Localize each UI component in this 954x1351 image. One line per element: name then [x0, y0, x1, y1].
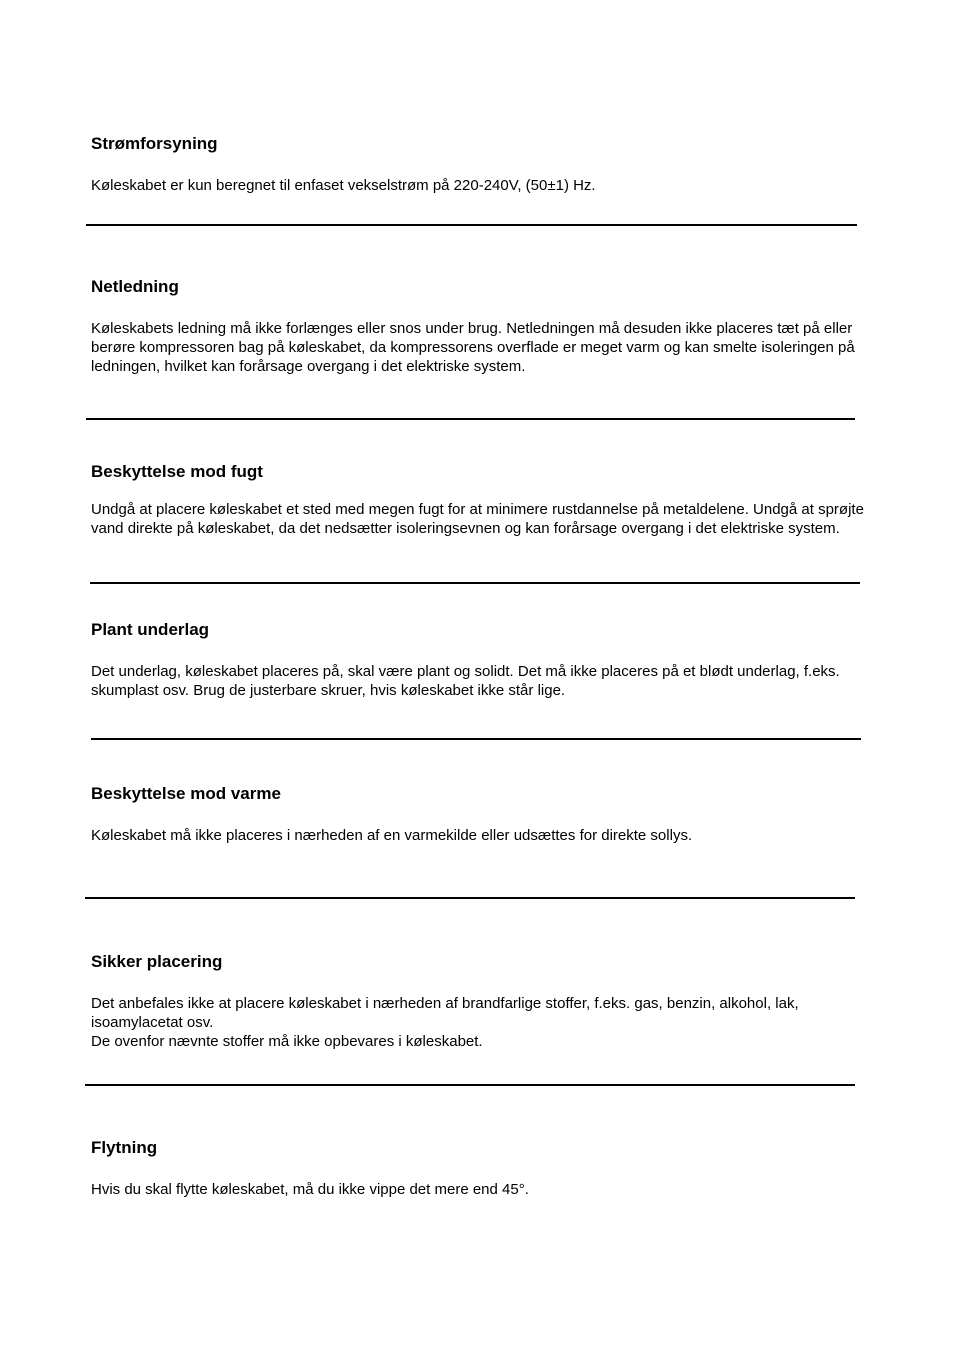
section-flytning — [91, 1138, 866, 1199]
section-paragraph: De ovenfor nævnte stoffer må ikke opbevares i køleskabet. — [91, 1033, 483, 1050]
divider-line — [90, 582, 860, 584]
section-plant-underlag — [91, 620, 866, 700]
section-heading: Netledning — [91, 277, 179, 296]
divider-line — [86, 418, 855, 420]
section-heading: Sikker placering — [91, 952, 223, 971]
section-beskyttelse-mod-varme — [91, 784, 866, 845]
section-heading: Plant underlag — [91, 620, 210, 639]
section-paragraph: Køleskabet må ikke placeres i nærheden af en varmekilde eller udsættes for direkte sollys. — [91, 827, 693, 844]
divider-line — [85, 1084, 855, 1086]
divider-line — [85, 897, 855, 899]
divider-line — [91, 738, 861, 740]
section-heading: Beskyttelse mod fugt — [91, 462, 263, 481]
section-paragraph: Det underlag, køleskabet placeres på, skal være plant og solidt. Det må ikke placeres på et blødt underlag, f.eks. skumplast osv. Brug de justerbare skruer, hvis køleskabet ikke står lige. — [91, 663, 840, 699]
section-paragraph: Undgå at placere køleskabet et sted med megen fugt for at minimere rustdannelse på metaldelene. Undgå at sprøjte vand direkte på køleskabet, da det nedsætter isoleringsevnen og kan forårsage overgang i det elektriske system. — [91, 501, 864, 537]
section-heading: Beskyttelse mod varme — [91, 784, 281, 803]
section-heading: Flytning — [91, 1138, 158, 1157]
section-paragraph: Køleskabets ledning må ikke forlænges eller snos under brug. Netledningen må desuden ikke placeres tæt på eller berøre kompressoren bag på køleskabet, da kompressorens overflade er meget varm og kan smelte isoleringen på ledningen, hvilket kan forårsage overgang i det elektriske system. — [91, 320, 855, 375]
section-beskyttelse-mod-fugt — [91, 462, 866, 538]
section-paragraph: Hvis du skal flytte køleskabet, må du ikke vippe det mere end 45°. — [91, 1181, 529, 1198]
section-paragraph: Det anbefales ikke at placere køleskabet i nærheden af brandfarlige stoffer, f.eks. gas, benzin, alkohol, lak, isoamylacetat osv. — [91, 995, 799, 1031]
section-sikker-placering — [91, 952, 866, 1051]
section-netledning — [91, 277, 866, 376]
divider-line — [86, 224, 857, 226]
section-heading: Strømforsyning — [91, 134, 218, 153]
section-paragraph: Køleskabet er kun beregnet til enfaset vekselstrøm på 220-240V, (50±1) Hz. — [91, 177, 596, 194]
section-stromforsyning — [91, 134, 866, 195]
